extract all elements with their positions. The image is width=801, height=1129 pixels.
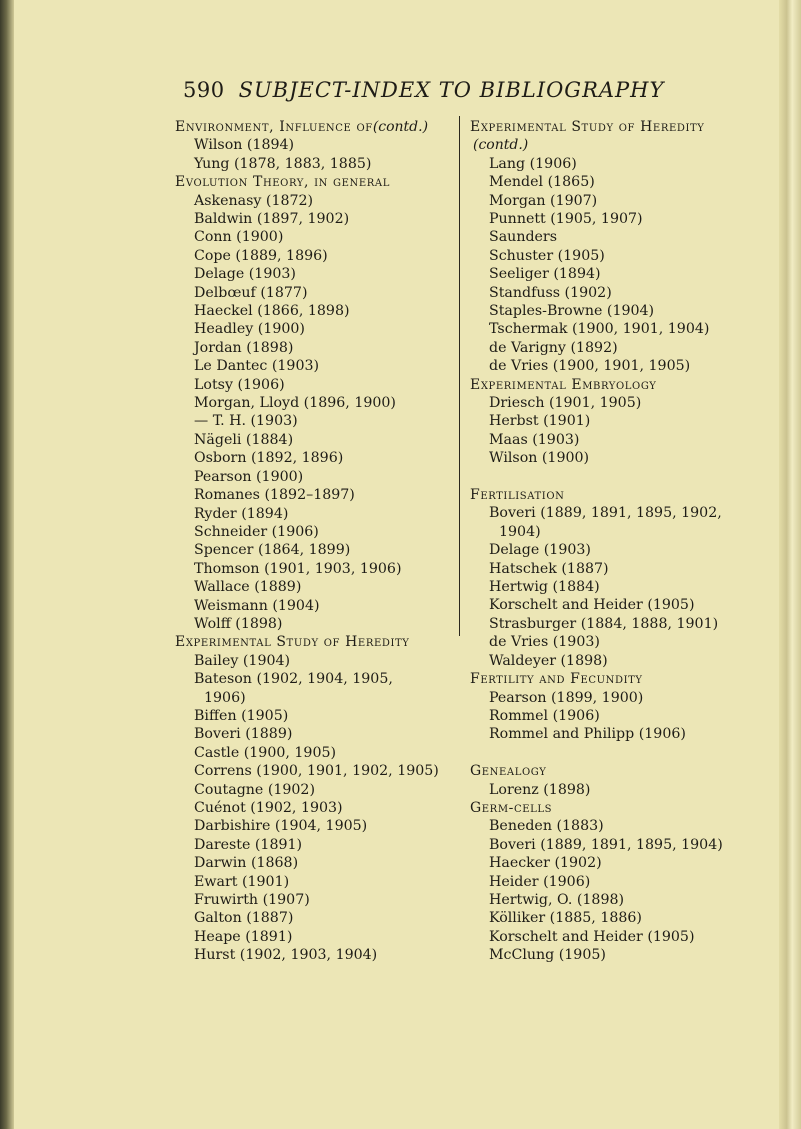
section-heading: Germ-cells — [470, 799, 553, 816]
index-entry: Hertwig (1884) — [489, 579, 600, 596]
index-entry: Galton (1887) — [194, 910, 294, 927]
index-entry: Weismann (1904) — [194, 597, 320, 614]
index-entry: Hurst (1902, 1903, 1904) — [194, 947, 378, 964]
column-divider — [459, 116, 460, 636]
index-entry: Schneider (1906) — [194, 523, 319, 540]
index-entry: Biffen (1905) — [194, 707, 289, 724]
index-entry: Baldwin (1897, 1902) — [194, 211, 350, 227]
index-entry: Thomson (1901, 1903, 1906) — [194, 560, 402, 577]
index-entry: Darwin (1868) — [194, 855, 299, 872]
index-entry: Maas (1903) — [489, 431, 580, 448]
index-entry: Morgan (1907) — [489, 192, 598, 209]
index-entry: Seeliger (1894) — [489, 266, 601, 283]
index-entry: de Varigny (1892) — [489, 339, 618, 356]
index-entry: Osborn (1892, 1896) — [194, 450, 344, 467]
index-entry: Wilson (1900) — [489, 450, 590, 467]
index-entry: Beneden (1883) — [489, 818, 604, 835]
index-entry: Wilson (1894) — [194, 137, 295, 154]
heading-note: (contd.) — [372, 119, 429, 135]
index-entry: Punnett (1905, 1907) — [489, 211, 643, 227]
index-entry: Korschelt and Heider (1905) — [489, 597, 695, 614]
index-entry: Waldeyer (1898) — [489, 652, 608, 669]
index-entry: Dareste (1891) — [194, 836, 303, 853]
index-entry: Morgan, Lloyd (1896, 1900) — [194, 395, 396, 412]
section-heading: Experimental Study of Heredity — [470, 119, 705, 135]
section-heading: Fertilisation — [470, 487, 565, 504]
index-entry-continuation: 1906) — [204, 689, 246, 706]
index-entry: Lang (1906) — [489, 155, 577, 172]
index-entry: Ryder (1894) — [194, 505, 289, 522]
section-heading: Evolution Theory, in general — [175, 174, 390, 191]
index-entry: Delbœuf (1877) — [194, 284, 308, 301]
index-entry: Askenasy (1872) — [194, 192, 314, 209]
page-number: 590 — [183, 78, 225, 102]
index-entry: Tschermak (1900, 1901, 1904) — [489, 321, 710, 338]
section-gap — [470, 744, 782, 762]
index-entry: Lotsy (1906) — [194, 376, 285, 393]
page-title: SUBJECT-INDEX TO BIBLIOGRAPHY — [238, 78, 665, 102]
index-entry: Saunders — [489, 229, 557, 246]
index-entry: Kölliker (1885, 1886) — [489, 910, 642, 927]
index-entry: Conn (1900) — [194, 229, 284, 246]
section-gap — [470, 468, 782, 486]
index-entry: Heider (1906) — [489, 873, 591, 890]
index-entry: Bailey (1904) — [194, 652, 291, 669]
section-heading: Fertility and Fecundity — [470, 671, 643, 688]
index-entry: Darbishire (1904, 1905) — [194, 818, 368, 835]
index-entry: Bateson (1902, 1904, 1905, — [194, 671, 393, 688]
right-column — [470, 118, 782, 965]
index-entry: McClung (1905) — [489, 947, 606, 964]
index-entry: Jordan (1898) — [194, 339, 294, 356]
index-entry: Haeckel (1866, 1898) — [194, 303, 350, 320]
page-edge — [779, 0, 801, 1129]
index-entry: Le Dantec (1903) — [194, 358, 320, 375]
index-entry: Cuénot (1902, 1903) — [194, 799, 343, 816]
index-entry: Boveri (1889) — [194, 726, 293, 743]
index-entry: Rommel and Philipp (1906) — [489, 726, 686, 743]
index-entry: Pearson (1900) — [194, 468, 304, 485]
binding-shadow — [0, 0, 14, 1129]
index-entry: Heape (1891) — [194, 928, 293, 945]
index-entry: Delage (1903) — [194, 266, 296, 283]
index-entry: Fruwirth (1907) — [194, 892, 310, 909]
index-entry: Staples-Browne (1904) — [489, 303, 655, 320]
index-entry: Rommel (1906) — [489, 707, 600, 724]
index-entry: Yung (1878, 1883, 1885) — [194, 155, 372, 172]
index-entry: Korschelt and Heider (1905) — [489, 928, 695, 945]
index-entry: Headley (1900) — [194, 321, 305, 338]
index-entry: Mendel (1865) — [489, 174, 595, 191]
index-entry: Hertwig, O. (1898) — [489, 891, 625, 908]
index-entry: — T. H. (1903) — [194, 413, 298, 430]
index-entry: Boveri (1889, 1891, 1895, 1902, — [489, 505, 722, 522]
index-entry: Boveri (1889, 1891, 1895, 1904) — [489, 836, 723, 853]
index-entry: Coutagne (1902) — [194, 781, 315, 798]
section-heading: Genealogy — [470, 763, 547, 780]
index-entry: Driesch (1901, 1905) — [489, 395, 642, 412]
index-entry: Spencer (1864, 1899) — [194, 542, 351, 559]
index-entry: de Vries (1903) — [489, 634, 600, 651]
heading-note: (contd.) — [473, 137, 529, 154]
index-entry: Wolff (1898) — [194, 615, 283, 632]
index-entry: de Vries (1900, 1901, 1905) — [489, 358, 691, 375]
index-entry: Castle (1900, 1905) — [194, 744, 337, 761]
index-entry: Delage (1903) — [489, 542, 591, 559]
index-entry: Standfuss (1902) — [489, 284, 612, 301]
index-entry: Herbst (1901) — [489, 413, 591, 430]
index-entry: Cope (1889, 1896) — [194, 247, 328, 264]
index-entry: Lorenz (1898) — [489, 781, 591, 798]
left-column — [175, 118, 455, 965]
index-entry: Correns (1900, 1901, 1902, 1905) — [194, 763, 439, 780]
index-entry: Schuster (1905) — [489, 247, 605, 264]
section-heading: Experimental Embryology — [470, 376, 657, 393]
section-heading: Environment, Influence of(contd.) — [175, 119, 429, 135]
index-entry: Ewart (1901) — [194, 873, 290, 890]
index-entry: Wallace (1889) — [194, 579, 302, 596]
index-entry: Strasburger (1884, 1888, 1901) — [489, 615, 719, 632]
index-entry: Haecker (1902) — [489, 855, 602, 872]
index-entry: Hatschek (1887) — [489, 560, 609, 577]
index-entry: Nägeli (1884) — [194, 431, 294, 448]
section-heading: Experimental Study of Heredity — [175, 634, 410, 651]
index-entry: Romanes (1892–1897) — [194, 487, 355, 504]
index-entry: Pearson (1899, 1900) — [489, 689, 644, 706]
index-entry-continuation: 1904) — [499, 523, 541, 540]
running-head — [183, 78, 664, 102]
